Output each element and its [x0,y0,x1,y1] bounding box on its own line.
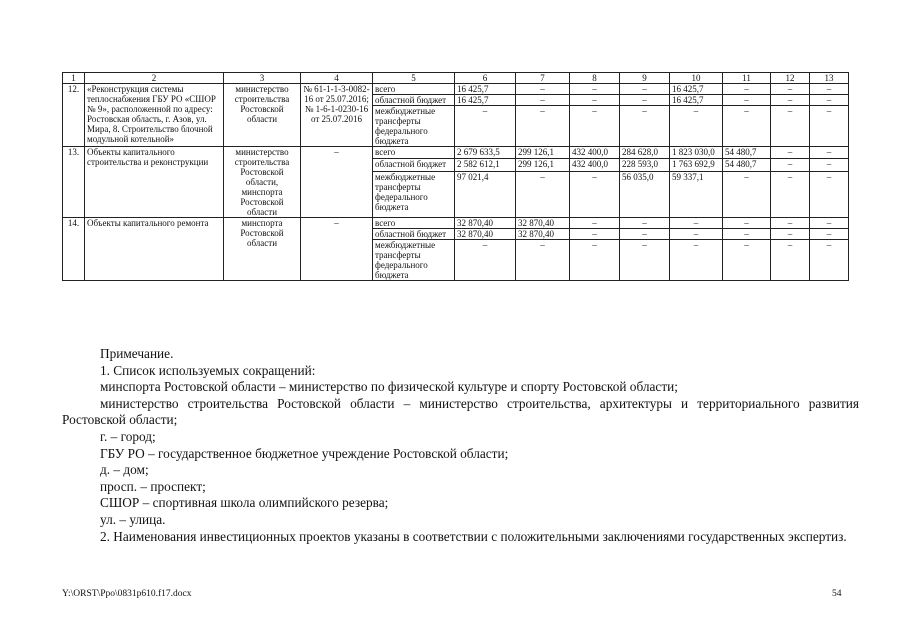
amount-cell: – [771,95,810,106]
abbreviation-line: г. – город; [100,428,156,444]
header-cell: 8 [570,73,620,84]
amount-cell: 16 425,7 [455,84,516,95]
amount-cell: 1 823 030,0 [670,147,723,159]
amount-cell: 284 628,0 [620,147,670,159]
header-cell: 7 [516,73,570,84]
amount-cell: – [670,106,723,147]
amount-cell: – [570,106,620,147]
ministry-name: минспорта Ростовской области [224,218,301,281]
amount-cell: – [810,240,849,281]
amount-cell: – [570,95,620,106]
project-name: Объекты капитального ремонта [85,218,224,281]
amount-cell: 59 337,1 [670,171,723,217]
amount-cell: – [810,229,849,240]
amount-cell: – [670,218,723,229]
ministry-name: министерство строительства Ростовской области [224,84,301,147]
amount-cell: 432 400,0 [570,147,620,159]
amount-cell: 299 126,1 [516,147,570,159]
abbreviation-line: просп. – проспект; [100,478,206,494]
funding-source: межбюджетные трансферты федерального бюджета [373,240,455,281]
amount-cell: – [771,240,810,281]
funding-source: всего [373,84,455,95]
amount-cell: – [516,84,570,95]
amount-cell: 16 425,7 [455,95,516,106]
header-cell: 10 [670,73,723,84]
amount-cell: – [516,106,570,147]
amount-cell: – [620,240,670,281]
footer-page-number: 54 [832,589,842,599]
amount-cell: 228 593,0 [620,159,670,171]
amount-cell: – [723,229,771,240]
table-header-row [63,73,849,84]
table-row [63,218,849,229]
amount-cell: – [516,95,570,106]
amount-cell: – [771,171,810,217]
amount-cell: – [620,218,670,229]
abbreviation-list [62,379,859,528]
amount-cell: – [455,240,516,281]
amount-cell: – [620,84,670,95]
project-name: «Реконструкция системы теплоснабжения ГБУ РО «СШОР № 9», расположенной по адресу: Ростовская область, г. Азов, ул. Мира, 8. Строительство блочной модульной котельной» [85,84,224,147]
amount-cell: – [516,171,570,217]
abbreviation-line: д. – дом; [100,462,149,478]
amount-cell: – [810,147,849,159]
abbreviation-line: министерство строительства Ростовской области – министерство строительства, архитектуры и территориального развития Ростовской области; [62,395,859,428]
amount-cell: – [771,159,810,171]
header-cell: 5 [373,73,455,84]
amount-cell: 16 425,7 [670,95,723,106]
expertise-doc: № 61-1-1-3-0082-16 от 25.07.2016; № 1-6-1-0230-16 от 25.07.2016 [301,84,373,147]
amount-cell: 97 021,4 [455,171,516,217]
amount-cell: 54 480,7 [723,159,771,171]
amount-cell: – [670,240,723,281]
header-cell: 13 [810,73,849,84]
amount-cell: – [771,229,810,240]
amount-cell: 432 400,0 [570,159,620,171]
amount-cell: 32 870,40 [455,218,516,229]
amount-cell: – [723,95,771,106]
amount-cell: – [570,240,620,281]
header-cell: 2 [85,73,224,84]
header-cell: 3 [224,73,301,84]
funding-source: областной бюджет [373,159,455,171]
funding-source: всего [373,147,455,159]
amount-cell: – [723,171,771,217]
expertise-doc: – [301,147,373,218]
header-cell: 4 [301,73,373,84]
amount-cell: – [810,95,849,106]
amount-cell: – [723,84,771,95]
amount-cell: – [620,95,670,106]
row-number: 13. [63,147,85,218]
amount-cell: – [771,147,810,159]
row-number: 14. [63,218,85,281]
amount-cell: 2 582 612,1 [455,159,516,171]
notes-item-1: 1. Список используемых сокращений: [100,362,316,378]
amount-cell: 32 870,40 [455,229,516,240]
amount-cell: – [723,240,771,281]
amount-cell: – [670,229,723,240]
amount-cell: 32 870,40 [516,229,570,240]
table-row [63,147,849,159]
amount-cell: – [771,84,810,95]
amount-cell: 16 425,7 [670,84,723,95]
amount-cell: – [620,229,670,240]
abbreviation-line: ГБУ РО – государственное бюджетное учреждение Ростовской области; [100,445,509,461]
funding-source: всего [373,218,455,229]
amount-cell: – [516,240,570,281]
amount-cell: 54 480,7 [723,147,771,159]
header-cell: 12 [771,73,810,84]
abbreviation-line: минспорта Ростовской области – министерство по физической культуре и спорту Ростовской области; [100,379,678,395]
funding-source: межбюджетные трансферты федерального бюджета [373,106,455,147]
amount-cell: – [570,218,620,229]
amount-cell: – [723,218,771,229]
ministry-name: министерство строительства Ростовской области, минспорта Ростовской области [224,147,301,218]
amount-cell: – [810,84,849,95]
amount-cell: – [570,229,620,240]
amount-cell: – [810,171,849,217]
amount-cell: – [771,106,810,147]
amount-cell: – [570,171,620,217]
header-cell: 11 [723,73,771,84]
amount-cell: – [810,106,849,147]
amount-cell: 56 035,0 [620,171,670,217]
footer-file-path: Y:\ORST\Ppo\0831p610.f17.docx [62,589,192,599]
funding-source: областной бюджет [373,95,455,106]
abbreviation-line: СШОР – спортивная школа олимпийского резерва; [100,495,389,511]
expertise-doc: – [301,218,373,281]
amount-cell: 2 679 633,5 [455,147,516,159]
amount-cell: – [810,218,849,229]
row-number: 12. [63,84,85,147]
header-cell: 9 [620,73,670,84]
amount-cell: – [570,84,620,95]
notes-item-2: 2. Наименования инвестиционных проектов указаны в соответствии с положительными заключениями государственных экспертиз. [100,528,847,544]
header-cell: 1 [63,73,85,84]
amount-cell: 32 870,40 [516,218,570,229]
amount-cell: – [771,218,810,229]
amount-cell: 1 763 692,9 [670,159,723,171]
notes-title: Примечание. [100,346,174,361]
amount-cell: 299 126,1 [516,159,570,171]
header-cell: 6 [455,73,516,84]
amount-cell: – [455,106,516,147]
funding-source: областной бюджет [373,229,455,240]
project-name: Объекты капитального строительства и реконструкции [85,147,224,218]
budget-table [62,72,849,281]
amount-cell: – [810,159,849,171]
table-row [63,84,849,95]
notes-section [62,346,859,545]
amount-cell: – [620,106,670,147]
funding-source: межбюджетные трансферты федерального бюджета [373,171,455,217]
abbreviation-line: ул. – улица. [100,511,166,527]
amount-cell: – [723,106,771,147]
